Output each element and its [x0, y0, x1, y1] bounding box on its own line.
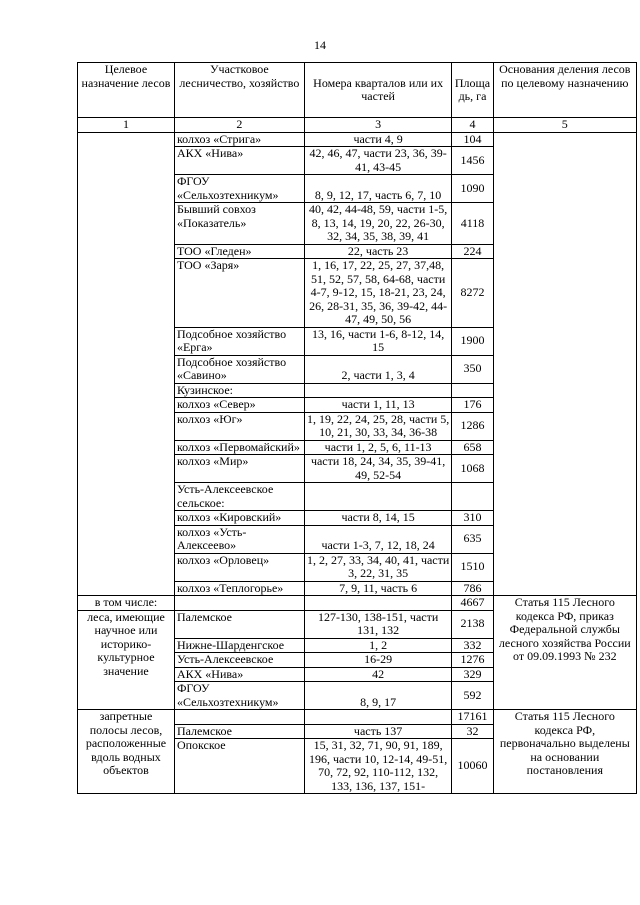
quarters-cell: 1, 16, 17, 22, 25, 27, 37,48, 51, 52, 57, 58, 64-68, части 4-7, 9-12, 15, 18-21, 23, 24, 26, 28-31, 35, 36, 39-42, 44-47, 49, 50, 56 [304, 259, 451, 328]
area-cell: 4118 [452, 203, 493, 245]
header-quarters: Номера кварталов или их частей [304, 63, 451, 118]
header-row [78, 63, 637, 118]
area-cell: 658 [452, 440, 493, 455]
area-cell: 1900 [452, 327, 493, 355]
quarters-cell: части 1, 11, 13 [304, 398, 451, 413]
area-cell: 635 [452, 525, 493, 553]
area-cell: 1456 [452, 147, 493, 175]
area-cell: 332 [452, 638, 493, 653]
area-cell: 350 [452, 355, 493, 383]
subtotal-row [78, 596, 637, 611]
forestry-cell: Бывший совхоз «Показатель» [174, 203, 304, 245]
quarters-cell: 22, часть 23 [304, 244, 451, 259]
area-cell: 224 [452, 244, 493, 259]
quarters-cell: 1, 19, 22, 24, 25, 28, части 5, 10, 21, 30, 33, 34, 36-38 [304, 412, 451, 440]
area-cell: 32 [452, 724, 493, 739]
forestry-cell: Кузинское: [174, 383, 304, 398]
area-cell: 786 [452, 581, 493, 596]
forestry-cell: АКХ «Нива» [174, 667, 304, 682]
area-cell: 104 [452, 132, 493, 147]
forestry-cell: колхоз «Стрига» [174, 132, 304, 147]
forestry-cell: колхоз «Кировский» [174, 511, 304, 526]
quarters-cell: 13, 16, части 1-6, 8-12, 14, 15 [304, 327, 451, 355]
header-purpose: Целевое назначение лесов [78, 63, 175, 118]
purpose-cell: леса, имеющие научное или историко-культурное значение [78, 610, 175, 710]
quarters-cell: части 1, 2, 5, 6, 11-13 [304, 440, 451, 455]
basis-cell: Статья 115 Лесного кодекса РФ, приказ Федеральной службы лесного хозяйства России от 09.09.1993 № 232 [493, 596, 636, 710]
area-cell: 176 [452, 398, 493, 413]
col-number: 5 [493, 118, 636, 133]
col-number: 3 [304, 118, 451, 133]
area-cell: 1276 [452, 653, 493, 668]
column-number-row [78, 118, 637, 133]
forestry-cell: Усть-Алексеевское сельское: [174, 483, 304, 511]
forest-purpose-table [77, 62, 637, 794]
header-basis: Основания деления лесов по целевому назначению [493, 63, 636, 118]
page-number: 14 [314, 38, 326, 52]
quarters-cell: 7, 9, 11, часть 6 [304, 581, 451, 596]
forestry-cell: АКХ «Нива» [174, 147, 304, 175]
quarters-cell: 1, 2 [304, 638, 451, 653]
forestry-cell: колхоз «Мир» [174, 455, 304, 483]
quarters-cell: части 8, 14, 15 [304, 511, 451, 526]
forestry-cell: колхоз «Первомайский» [174, 440, 304, 455]
area-cell: 1510 [452, 553, 493, 581]
forestry-cell: Палемское [174, 610, 304, 638]
quarters-cell: 40, 42, 44-48, 59, части 1-5, 8, 13, 14, 19, 20, 22, 26-30, 32, 34, 35, 38, 39, 41 [304, 203, 451, 245]
col-number: 1 [78, 118, 175, 133]
forestry-cell: ФГОУ «Сельхозтехникум» [174, 175, 304, 203]
area-cell: 1090 [452, 175, 493, 203]
area-cell: 592 [452, 682, 493, 710]
purpose-cell [78, 132, 175, 596]
quarters-cell: части 1-3, 7, 12, 18, 24 [304, 525, 451, 553]
quarters-cell [304, 596, 451, 611]
header-area: Площа дь, га [452, 63, 493, 118]
col-number: 2 [174, 118, 304, 133]
forestry-cell: колхоз «Север» [174, 398, 304, 413]
forestry-cell: Опокское [174, 739, 304, 794]
area-cell: 329 [452, 667, 493, 682]
quarters-cell: часть 137 [304, 724, 451, 739]
subtotal-area: 4667 [452, 596, 493, 611]
forestry-cell [174, 710, 304, 725]
quarters-cell: 8, 9, 17 [304, 682, 451, 710]
forestry-cell: колхоз «Усть-Алексеево» [174, 525, 304, 553]
area-cell: 8272 [452, 259, 493, 328]
area-cell: 310 [452, 511, 493, 526]
quarters-cell: 15, 31, 32, 71, 90, 91, 189, 196, части 10, 12-14, 49-51, 70, 72, 92, 110-112, 132, 133, 136, 137, 151- [304, 739, 451, 794]
quarters-cell [304, 383, 451, 398]
quarters-cell: 42, 46, 47, части 23, 36, 39-41, 43-45 [304, 147, 451, 175]
forestry-cell: ФГОУ «Сельхозтехникум» [174, 682, 304, 710]
quarters-cell [304, 483, 451, 511]
purpose-cell: запретные полосы лесов, расположенные вдоль водных объектов [78, 710, 175, 794]
area-cell: 10060 [452, 739, 493, 794]
area-cell [452, 483, 493, 511]
forestry-cell: Подсобное хозяйство «Савино» [174, 355, 304, 383]
area-cell: 2138 [452, 610, 493, 638]
forestry-cell: колхоз «Орловец» [174, 553, 304, 581]
area-cell: 17161 [452, 710, 493, 725]
table-row [78, 132, 637, 147]
forestry-cell: ТОО «Заря» [174, 259, 304, 328]
quarters-cell: 16-29 [304, 653, 451, 668]
forestry-cell: Палемское [174, 724, 304, 739]
area-cell: 1286 [452, 412, 493, 440]
subtotal-label: в том числе: [78, 596, 175, 611]
header-forestry: Участковое лесничество, хозяйство [174, 63, 304, 118]
quarters-cell: 127-130, 138-151, части 131, 132 [304, 610, 451, 638]
quarters-cell: части 4, 9 [304, 132, 451, 147]
quarters-cell: 42 [304, 667, 451, 682]
forestry-cell [174, 596, 304, 611]
quarters-cell: 8, 9, 12, 17, часть 6, 7, 10 [304, 175, 451, 203]
quarters-cell [304, 710, 451, 725]
forestry-cell: колхоз «Юг» [174, 412, 304, 440]
forestry-cell: Нижне-Шарденгское [174, 638, 304, 653]
basis-cell: Статья 115 Лесного кодекса РФ, первоначально выделены на основании постановления [493, 710, 636, 794]
quarters-cell: 2, части 1, 3, 4 [304, 355, 451, 383]
forestry-cell: ТОО «Гледен» [174, 244, 304, 259]
forestry-cell: Подсобное хозяйство «Ерга» [174, 327, 304, 355]
area-cell [452, 383, 493, 398]
basis-cell [493, 132, 636, 596]
area-cell: 1068 [452, 455, 493, 483]
section-total-row [78, 710, 637, 725]
forestry-cell: Усть-Алексеевское [174, 653, 304, 668]
quarters-cell: части 18, 24, 34, 35, 39-41, 49, 52-54 [304, 455, 451, 483]
col-number: 4 [452, 118, 493, 133]
forestry-cell: колхоз «Теплогорье» [174, 581, 304, 596]
quarters-cell: 1, 2, 27, 33, 34, 40, 41, части 3, 22, 31, 35 [304, 553, 451, 581]
